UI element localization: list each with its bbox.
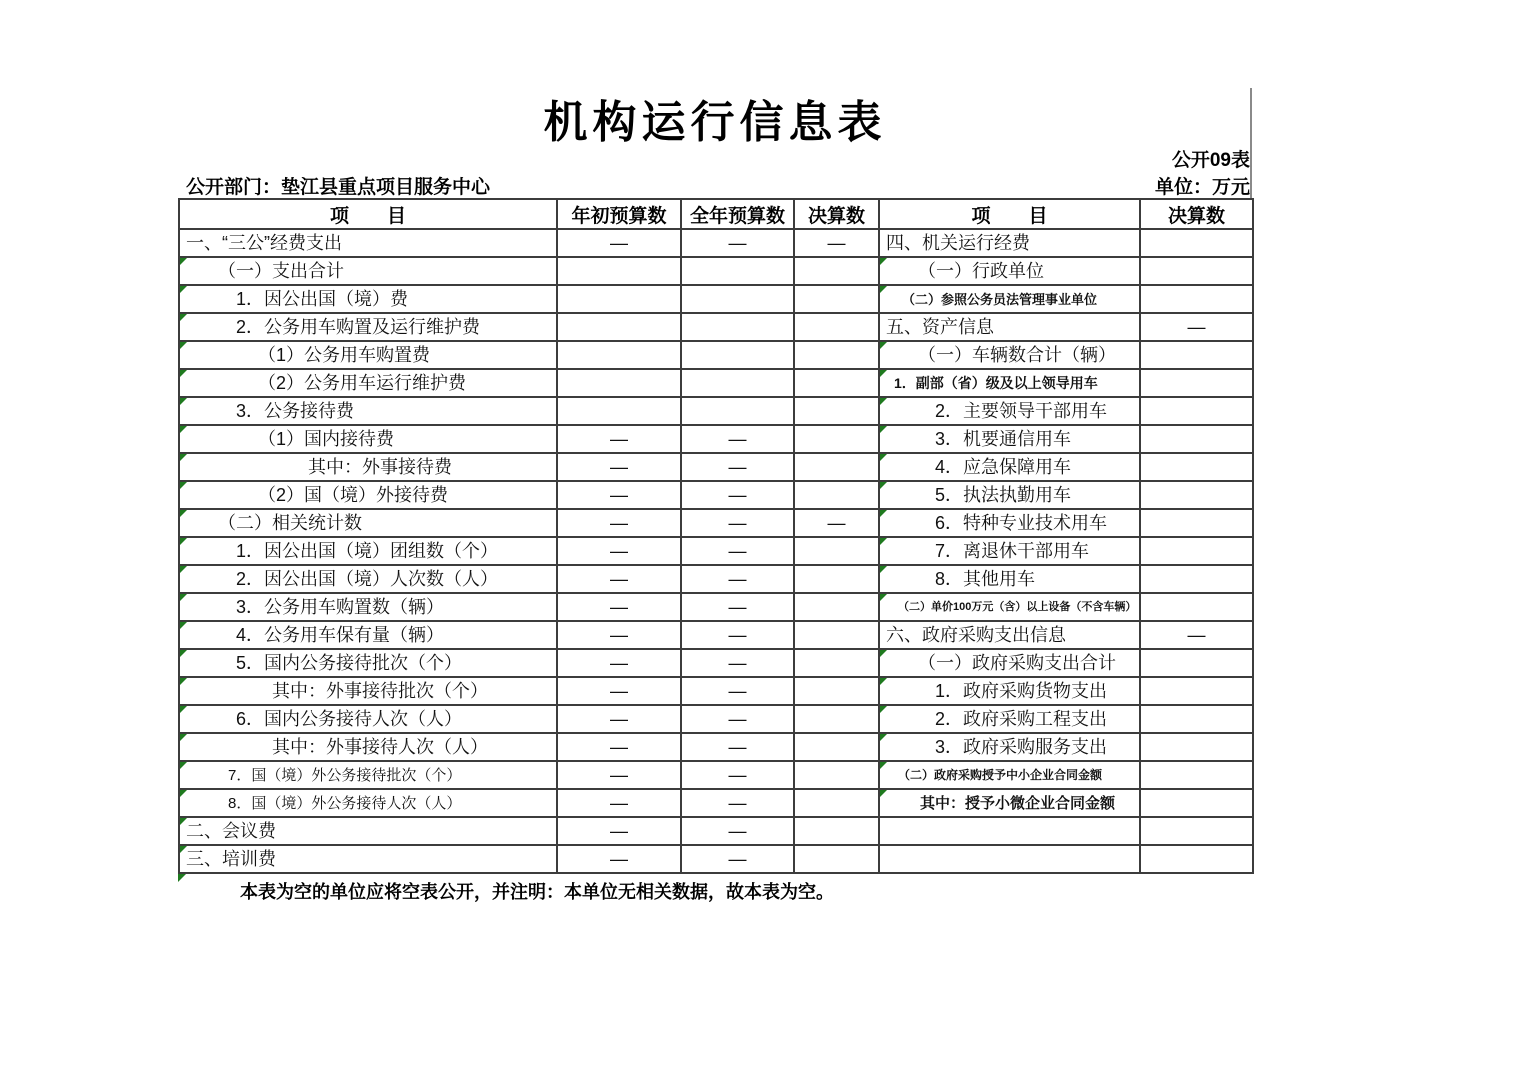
final-account-cell-right [1140, 733, 1253, 761]
page-title: 机构运行信息表 [543, 98, 887, 147]
item-cell-left [179, 621, 557, 649]
item-cell-left [179, 257, 557, 285]
item-cell-left [179, 509, 557, 537]
final-account-cell-right [1140, 453, 1253, 481]
initial-budget-cell: — [557, 705, 681, 733]
item-label: 1．因公出国（境）团组数（个） [236, 541, 499, 561]
final-account-cell-left [794, 817, 879, 845]
item-label: 其中：授予小微企业合同金额 [920, 794, 1116, 812]
unit-label: 单位：万元 [1154, 177, 1250, 198]
item-cell-left [179, 369, 557, 397]
final-account-cell-right [1140, 845, 1253, 873]
item-label: 7．离退休干部用车 [935, 541, 1090, 561]
annual-budget-cell: — [681, 509, 794, 537]
final-account-cell-left [794, 313, 879, 341]
error-indicator-icon [180, 510, 187, 517]
item-cell-right [879, 509, 1140, 537]
item-label: 2．主要领导干部用车 [935, 401, 1108, 421]
header-initial-budget: 年初预算数 [557, 199, 681, 229]
item-label: 2．因公出国（境）人次数（人） [236, 569, 499, 589]
annual-budget-cell [681, 369, 794, 397]
item-label: 3．机要通信用车 [935, 429, 1072, 449]
item-cell-right [879, 537, 1140, 565]
item-label: 其中：外事接待批次（个） [272, 681, 488, 701]
initial-budget-cell [557, 257, 681, 285]
item-label: 其中：外事接待人次（人） [272, 737, 488, 757]
initial-budget-cell [557, 285, 681, 313]
error-indicator-icon [880, 258, 887, 265]
initial-budget-cell [557, 397, 681, 425]
annual-budget-cell [681, 397, 794, 425]
item-label: 7．国（境）外公务接待批次（个） [228, 766, 462, 784]
initial-budget-cell: — [557, 789, 681, 817]
initial-budget-cell: — [557, 593, 681, 621]
error-indicator-icon [180, 594, 187, 601]
error-indicator-icon [180, 846, 187, 853]
final-account-cell-right: — [1140, 313, 1253, 341]
item-label: 2．公务用车购置及运行维护费 [236, 317, 481, 337]
error-indicator-icon [180, 566, 187, 573]
error-indicator-icon [180, 538, 187, 545]
error-indicator-icon [180, 398, 187, 405]
error-indicator-icon [180, 314, 187, 321]
item-label: 3．公务接待费 [236, 401, 355, 421]
item-cell-right [879, 649, 1140, 677]
final-account-cell-right [1140, 229, 1253, 257]
item-cell-left [179, 341, 557, 369]
error-indicator-icon [880, 566, 887, 573]
item-label: 1．副部（省）级及以上领导用车 [894, 375, 1098, 391]
final-account-cell-left [794, 257, 879, 285]
final-account-cell-right [1140, 425, 1253, 453]
table-row [179, 425, 1253, 453]
annual-budget-cell: — [681, 565, 794, 593]
item-label: （1）公务用车购置费 [258, 345, 431, 365]
final-account-cell-left [794, 845, 879, 873]
department-label: 公开部门：垫江县重点项目服务中心 [186, 177, 491, 198]
item-label: （二）参照公务员法管理事业单位 [902, 291, 1098, 307]
error-indicator-icon [180, 734, 187, 741]
item-cell-left [179, 593, 557, 621]
final-account-cell-left [794, 761, 879, 789]
item-cell-right [879, 453, 1140, 481]
table-body [179, 229, 1253, 873]
error-indicator-icon [880, 650, 887, 657]
item-cell-right [879, 845, 1140, 873]
error-indicator-icon [880, 398, 887, 405]
error-indicator-icon [880, 482, 887, 489]
final-account-cell-left [794, 677, 879, 705]
final-account-cell-right [1140, 593, 1253, 621]
item-label: 3．公务用车购置数（辆） [236, 597, 445, 617]
item-cell-right [879, 761, 1140, 789]
error-indicator-icon [180, 818, 187, 825]
final-account-cell-left: — [794, 509, 879, 537]
annual-budget-cell: — [681, 677, 794, 705]
final-account-cell-right [1140, 509, 1253, 537]
final-account-cell-right [1140, 397, 1253, 425]
annual-budget-cell: — [681, 621, 794, 649]
item-cell-left [179, 565, 557, 593]
header-item-right: 项 目 [879, 199, 1140, 229]
item-cell-left [179, 481, 557, 509]
error-indicator-icon [180, 622, 187, 629]
header-annual-budget: 全年预算数 [681, 199, 794, 229]
error-indicator-icon [880, 510, 887, 517]
item-label: 6．特种专业技术用车 [935, 513, 1108, 533]
error-indicator-icon [880, 538, 887, 545]
error-indicator-icon [180, 678, 187, 685]
item-cell-right [879, 481, 1140, 509]
item-cell-left [179, 425, 557, 453]
item-label: 2．政府采购工程支出 [935, 709, 1108, 729]
final-account-cell-left [794, 789, 879, 817]
item-cell-right [879, 369, 1140, 397]
item-label: 四、机关运行经费 [886, 233, 1030, 253]
final-account-cell-left [794, 621, 879, 649]
item-cell-right [879, 397, 1140, 425]
initial-budget-cell: — [557, 845, 681, 873]
table-row [179, 649, 1253, 677]
error-indicator-icon [180, 706, 187, 713]
item-cell-right [879, 677, 1140, 705]
item-cell-right [879, 593, 1140, 621]
final-account-cell-left [794, 369, 879, 397]
item-label: 6．国内公务接待人次（人） [236, 709, 463, 729]
item-label: （二）相关统计数 [218, 513, 362, 533]
item-cell-left [179, 229, 557, 257]
item-cell-left [179, 313, 557, 341]
item-cell-right [879, 229, 1140, 257]
initial-budget-cell: — [557, 453, 681, 481]
error-indicator-icon [180, 454, 187, 461]
item-label: 5．国内公务接待批次（个） [236, 653, 463, 673]
item-cell-left [179, 537, 557, 565]
item-label: （二）单价100万元（含）以上设备（不含车辆） [898, 600, 1137, 613]
error-indicator-icon [180, 342, 187, 349]
item-label: 4．应急保障用车 [935, 457, 1072, 477]
error-indicator-icon [180, 258, 187, 265]
error-indicator-icon [180, 482, 187, 489]
error-indicator-icon [880, 286, 887, 293]
table-row [179, 565, 1253, 593]
error-indicator-icon [880, 594, 887, 601]
annual-budget-cell [681, 341, 794, 369]
annual-budget-cell: — [681, 453, 794, 481]
table-row [179, 397, 1253, 425]
annual-budget-cell: — [681, 705, 794, 733]
final-account-cell-right [1140, 789, 1253, 817]
table-row [179, 705, 1253, 733]
annual-budget-cell: — [681, 229, 794, 257]
item-cell-left [179, 649, 557, 677]
final-account-cell-right [1140, 285, 1253, 313]
table-row [179, 817, 1253, 845]
table-row [179, 677, 1253, 705]
header-row [179, 199, 1253, 229]
table-row [179, 593, 1253, 621]
item-label: （2）公务用车运行维护费 [258, 373, 467, 393]
final-account-cell-right [1140, 705, 1253, 733]
error-indicator-icon [880, 426, 887, 433]
table-row [179, 845, 1253, 873]
form-number: 公开09表 [1171, 150, 1250, 171]
final-account-cell-left [794, 593, 879, 621]
item-label: 1．因公出国（境）费 [236, 289, 409, 309]
item-cell-right [879, 789, 1140, 817]
item-cell-right [879, 565, 1140, 593]
item-cell-left [179, 677, 557, 705]
table-row [179, 229, 1253, 257]
final-account-cell-left [794, 285, 879, 313]
item-label: 三、培训费 [186, 849, 276, 869]
item-label: 二、会议费 [186, 821, 276, 841]
final-account-cell-right [1140, 341, 1253, 369]
initial-budget-cell: — [557, 537, 681, 565]
item-cell-right [879, 285, 1140, 313]
item-cell-left [179, 705, 557, 733]
table-row [179, 537, 1253, 565]
annual-budget-cell: — [681, 817, 794, 845]
final-account-cell-right [1140, 817, 1253, 845]
error-indicator-icon [880, 342, 887, 349]
table-row [179, 341, 1253, 369]
item-cell-right [879, 705, 1140, 733]
annual-budget-cell: — [681, 593, 794, 621]
item-label: （二）政府采购授予中小企业合同金额 [898, 768, 1103, 782]
final-account-cell-right: — [1140, 621, 1253, 649]
error-indicator-icon [180, 370, 187, 377]
table-row [179, 313, 1253, 341]
item-label: 一、“三公”经费支出 [186, 233, 342, 253]
item-label: （一）政府采购支出合计 [918, 653, 1116, 673]
header-final-right: 决算数 [1140, 199, 1253, 229]
table-row [179, 453, 1253, 481]
initial-budget-cell: — [557, 229, 681, 257]
initial-budget-cell: — [557, 817, 681, 845]
error-indicator-icon [180, 790, 187, 797]
table-row [179, 257, 1253, 285]
footnote-text: 本表为空的单位应将空表公开，并注明：本单位无相关数据，故本表为空。 [240, 882, 834, 902]
item-label: 五、资产信息 [886, 317, 994, 337]
final-account-cell-left [794, 425, 879, 453]
initial-budget-cell: — [557, 621, 681, 649]
header-item-left: 项 目 [179, 199, 557, 229]
initial-budget-cell [557, 313, 681, 341]
item-label: （一）支出合计 [218, 261, 344, 281]
item-label: 4．公务用车保有量（辆） [236, 625, 445, 645]
table-row [179, 761, 1253, 789]
initial-budget-cell: — [557, 677, 681, 705]
final-account-cell-right [1140, 369, 1253, 397]
error-indicator-icon [178, 874, 186, 882]
header-final-left: 决算数 [794, 199, 879, 229]
final-account-cell-left [794, 341, 879, 369]
final-account-cell-left [794, 537, 879, 565]
error-indicator-icon [180, 426, 187, 433]
initial-budget-cell: — [557, 425, 681, 453]
item-label: 8．其他用车 [935, 569, 1036, 589]
initial-budget-cell: — [557, 649, 681, 677]
error-indicator-icon [880, 790, 887, 797]
item-label: 1．政府采购货物支出 [935, 681, 1108, 701]
item-label: 其中：外事接待费 [308, 457, 452, 477]
table-row [179, 285, 1253, 313]
final-account-cell-left [794, 481, 879, 509]
operation-info-table [178, 198, 1254, 874]
annual-budget-cell [681, 285, 794, 313]
error-indicator-icon [880, 762, 887, 769]
initial-budget-cell [557, 341, 681, 369]
table-row [179, 621, 1253, 649]
item-cell-left [179, 733, 557, 761]
item-label: 3．政府采购服务支出 [935, 737, 1108, 757]
annual-budget-cell: — [681, 481, 794, 509]
annual-budget-cell: — [681, 537, 794, 565]
final-account-cell-left [794, 705, 879, 733]
item-label: 8．国（境）外公务接待人次（人） [228, 794, 462, 812]
item-label: （2）国（境）外接待费 [258, 485, 449, 505]
annual-budget-cell [681, 257, 794, 285]
item-cell-left [179, 817, 557, 845]
table-row [179, 509, 1253, 537]
error-indicator-icon [880, 734, 887, 741]
item-cell-left [179, 845, 557, 873]
item-cell-left [179, 397, 557, 425]
annual-budget-cell: — [681, 789, 794, 817]
error-indicator-icon [880, 370, 887, 377]
item-cell-left [179, 789, 557, 817]
annual-budget-cell: — [681, 425, 794, 453]
error-indicator-icon [180, 762, 187, 769]
error-indicator-icon [880, 678, 887, 685]
item-cell-left [179, 453, 557, 481]
item-cell-right [879, 425, 1140, 453]
item-cell-left [179, 761, 557, 789]
annual-budget-cell: — [681, 733, 794, 761]
initial-budget-cell: — [557, 565, 681, 593]
final-account-cell-right [1140, 649, 1253, 677]
final-account-cell-right [1140, 537, 1253, 565]
final-account-cell-right [1140, 761, 1253, 789]
annual-budget-cell: — [681, 761, 794, 789]
error-indicator-icon [880, 706, 887, 713]
initial-budget-cell: — [557, 761, 681, 789]
final-account-cell-left [794, 397, 879, 425]
table-row [179, 733, 1253, 761]
item-cell-right [879, 313, 1140, 341]
final-account-cell-right [1140, 677, 1253, 705]
final-account-cell-left [794, 649, 879, 677]
page-boundary-line [1250, 88, 1252, 198]
annual-budget-cell: — [681, 845, 794, 873]
annual-budget-cell: — [681, 649, 794, 677]
item-cell-right [879, 817, 1140, 845]
error-indicator-icon [180, 286, 187, 293]
initial-budget-cell: — [557, 509, 681, 537]
final-account-cell-right [1140, 257, 1253, 285]
annual-budget-cell [681, 313, 794, 341]
item-label: 5．执法执勤用车 [935, 485, 1072, 505]
final-account-cell-left: — [794, 229, 879, 257]
item-cell-right [879, 257, 1140, 285]
table-row [179, 481, 1253, 509]
initial-budget-cell [557, 369, 681, 397]
item-cell-right [879, 733, 1140, 761]
item-cell-right [879, 341, 1140, 369]
error-indicator-icon [880, 454, 887, 461]
item-label: （一）行政单位 [918, 261, 1044, 281]
final-account-cell-right [1140, 481, 1253, 509]
item-label: （1）国内接待费 [258, 429, 395, 449]
item-label: 六、政府采购支出信息 [886, 625, 1066, 645]
item-cell-left [179, 285, 557, 313]
final-account-cell-left [794, 733, 879, 761]
initial-budget-cell: — [557, 481, 681, 509]
final-account-cell-left [794, 453, 879, 481]
item-label: （一）车辆数合计（辆） [918, 345, 1116, 365]
error-indicator-icon [180, 650, 187, 657]
table-row [179, 789, 1253, 817]
item-cell-right [879, 621, 1140, 649]
table-row [179, 369, 1253, 397]
final-account-cell-right [1140, 565, 1253, 593]
final-account-cell-left [794, 565, 879, 593]
initial-budget-cell: — [557, 733, 681, 761]
